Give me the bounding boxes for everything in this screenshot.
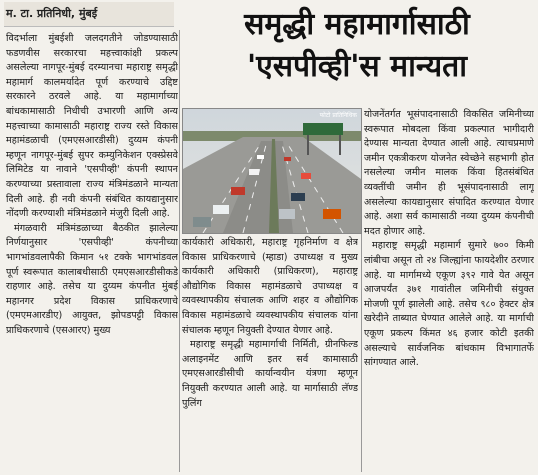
- highway-photo: [182, 108, 362, 234]
- photo-credit: फोटो प्रातिनिधिक: [319, 112, 357, 119]
- paragraph: महाराष्ट्र समृद्धी महामार्ग सुमारे ७०० किमी लांबीचा असून तो २४ जिल्ह्यांना फायदेशीर ठरणार आहे. या मार्गामध्ये एकूण ३९२ गावे येत असून आजपर्यंत ३७१ गावांतील जमिनीची संयुक्त मोजणी पूर्ण झालेली आहे. तसेच ९८० हेक्टर क्षेत्र खरेदीने ताब्यात घेण्यात आलेले आहे. या मार्गाची एकूण प्रकल्प किंमत ४६ हजार कोटी इतकी असल्याचे सार्वजनिक बांधकाम विभागातर्फे सांगण्यात आले.: [364, 240, 534, 369]
- paragraph: कार्यकारी अधिकारी, महाराष्ट्र गृहनिर्माण व क्षेत्र विकास प्राधिकरणाचे (म्हाडा) उपाध्यक्ष व मुख्य कार्यकारी अधिकारी (प्राधिकरण), महाराष्ट्र औद्योगिक विकास महामंडळाचे उपाध्यक्ष व व्यवस्थापकीय संचालक आणि शहर व औद्योगिक विकास महामंडळाचे व्यवस्थापकीय संचालक यांना संचालक म्हणून नियुक्ती देण्यात येणार आहे.: [182, 237, 358, 336]
- headline-line-2: 'एसपीव्ही'स मान्यता: [247, 49, 467, 84]
- article-column-2: [182, 236, 358, 472]
- paragraph: मंगळवारी मंत्रिमंडळाच्या बैठकीत झालेल्या निर्णयानुसार 'एसपीव्ही' कंपनीच्या भागभांडवलापैकी किमान ५१ टक्के भागभांडवल पूर्ण स्वरूपात कालाबधीसाठी एमएसआरडीसीकडे राहणार आहे. तसेच या दुय्यम कंपनीत मुंबई महानगर प्रदेश विकास प्राधिकरणाचे (एमएमआरडीए) आयुक्त, झोपडपट्टी विकास प्राधिकरणाचे (एसआरए) मुख्य: [6, 222, 178, 336]
- paragraph: विदर्भाला मुंबईशी जलदगतीने जोडण्यासाठी फडणवीस सरकारचा महत्त्वाकांक्षी प्रकल्प असलेल्या नागपूर-मुंबई दरम्यानचा महाराष्ट्र समृद्धी महामार्ग कालमर्यादेत पूर्ण करण्याचे उद्दिष्ट सरकारने ठरवले आहे. या महामार्गाच्या बांधकामासाठी निधीची उभारणी आणि अन्य महत्त्वाच्या कामासाठी महाराष्ट्र राज्य रस्ते विकास महामंडळाची (एमएसआरडीसी) दुय्यम कंपनी म्हणून नागपूर-मुंबई सुपर कम्युनिकेशन एक्स्प्रेसवे लिमिटेड या नावाने 'एसपीव्ही' कंपनी स्थापन करण्याच्या प्रस्तावाला राज्य मंत्रिमंडळाने मान्यता दिली आहे. ही नवी कंपनी संबंधित कायद्यानुसार नोंदणी करण्याशी मंत्रिमंडळाने मंजुरी दिली आहे.: [6, 33, 178, 220]
- column-divider: [179, 30, 180, 472]
- article-column-1: [6, 32, 178, 472]
- headline-line-1: समृद्धी महामार्गासाठी: [244, 7, 470, 42]
- headline: [180, 4, 534, 88]
- byline: म. टा. प्रतिनिधी, मुंबई: [4, 2, 174, 27]
- article-column-3: [364, 108, 534, 472]
- highway-photo-image: [183, 109, 361, 233]
- paragraph: महाराष्ट्र समृद्धी महामार्गाची निर्मिती, ग्रीनफिल्ड अलाइनमेंट आणि इतर सर्व कामासाठी एमएसआरडीसीची कार्यान्वयीन यंत्रणा म्हणून नियुक्ती करण्यात आली आहे. या मार्गासाठी लॅण्ड पुलिंग: [182, 339, 358, 409]
- paragraph: योजनेंतर्गत भूसंपादनासाठी विकसित जमिनीच्या स्वरूपात मोबदला किंवा प्रकल्पात भागीदारी देण्यास मान्यता देण्यात आली आहे. त्याचप्रमाणे जमीन एकत्रीकरण योजनेत स्वेच्छेने सहभागी होत नसलेल्या जमीन मालक किंवा हितसंबंधित व्यक्तींची जमीन ही भूसंपादनासाठी लागू असलेल्या कायद्यानुसार संपादित करण्यात येणार आहे. अशा सर्व कामासाठी नव्या दुय्यम कंपनीची मदत होणार आहे.: [364, 109, 534, 237]
